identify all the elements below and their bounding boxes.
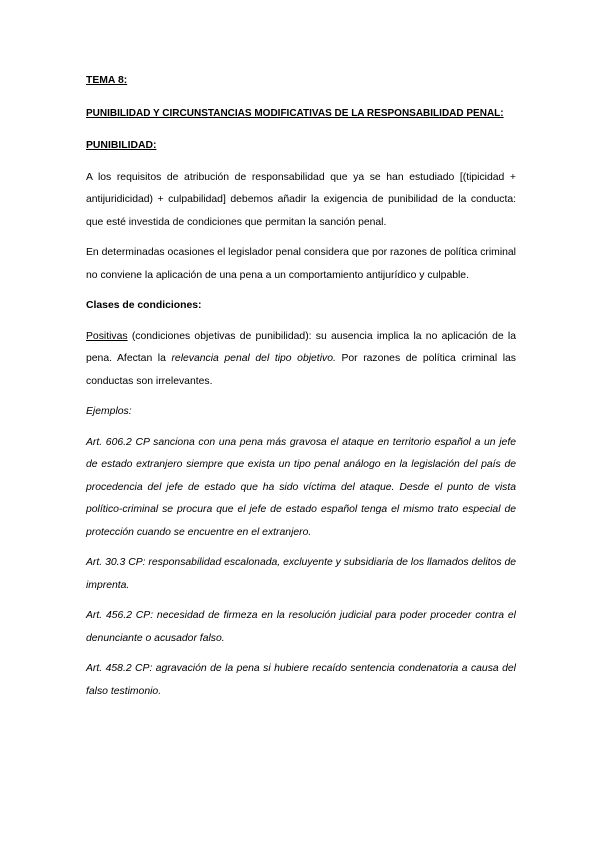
examples-label: Ejemplos: <box>86 406 132 417</box>
document-title: TEMA 8: <box>86 75 128 86</box>
section-heading: PUNIBILIDAD: <box>86 140 157 151</box>
paragraph-politica-criminal: En determinadas ocasiones el legislador penal considera que por razones de política criminal no conviene la aplicación de una pena a un comportamiento antijurídico y culpable. <box>86 247 516 281</box>
paragraph-positivas <box>86 326 516 394</box>
example-art-606: Art. 606.2 CP sanciona con una pena más gravosa el ataque en territorio español a un jefe de estado extranjero siempre que exista un tipo penal análogo en la legislación del país de procedencia del jefe de estado que ha sido víctima del ataque. Desde el punto de vista político-criminal se procura que el jefe de estado español tenga el mismo trato especial de protección cuando se encuentre en el extranjero. <box>86 436 516 538</box>
document-page <box>86 70 516 711</box>
document-subtitle: PUNIBILIDAD Y CIRCUNSTANCIAS MODIFICATIVAS DE LA RESPONSABILIDAD PENAL: <box>86 107 504 119</box>
conditions-heading: Clases de condiciones: <box>86 300 202 311</box>
example-art-30: Art. 30.3 CP: responsabilidad escalonada, excluyente y subsidiaria de los llamados delitos de imprenta. <box>86 557 516 591</box>
positivas-text-a: (condiciones objetivas de punibilidad): su ausencia implica la no aplicación de la pena. Afectan la <box>86 330 516 364</box>
positivas-text-b: Por razones de política criminal las conductas son irrelevantes. <box>86 353 516 387</box>
positivas-term: Positivas <box>86 330 128 342</box>
positivas-emphasis: relevancia penal del tipo objetivo. <box>171 353 336 364</box>
example-art-456: Art. 456.2 CP: necesidad de firmeza en la resolución judicial para poder proceder contra el denunciante o acusador falso. <box>86 610 516 644</box>
example-art-458: Art. 458.2 CP: agravación de la pena si hubiere recaído sentencia condenatoria a causa del falso testimonio. <box>86 663 516 697</box>
paragraph-requisitos: A los requisitos de atribución de responsabilidad que ya se han estudiado [(tipicidad + antijuridicidad) + culpabilidad] debemos añadir la exigencia de punibilidad de la conducta: que esté investida de condiciones que permitan la sanción penal. <box>86 171 516 228</box>
